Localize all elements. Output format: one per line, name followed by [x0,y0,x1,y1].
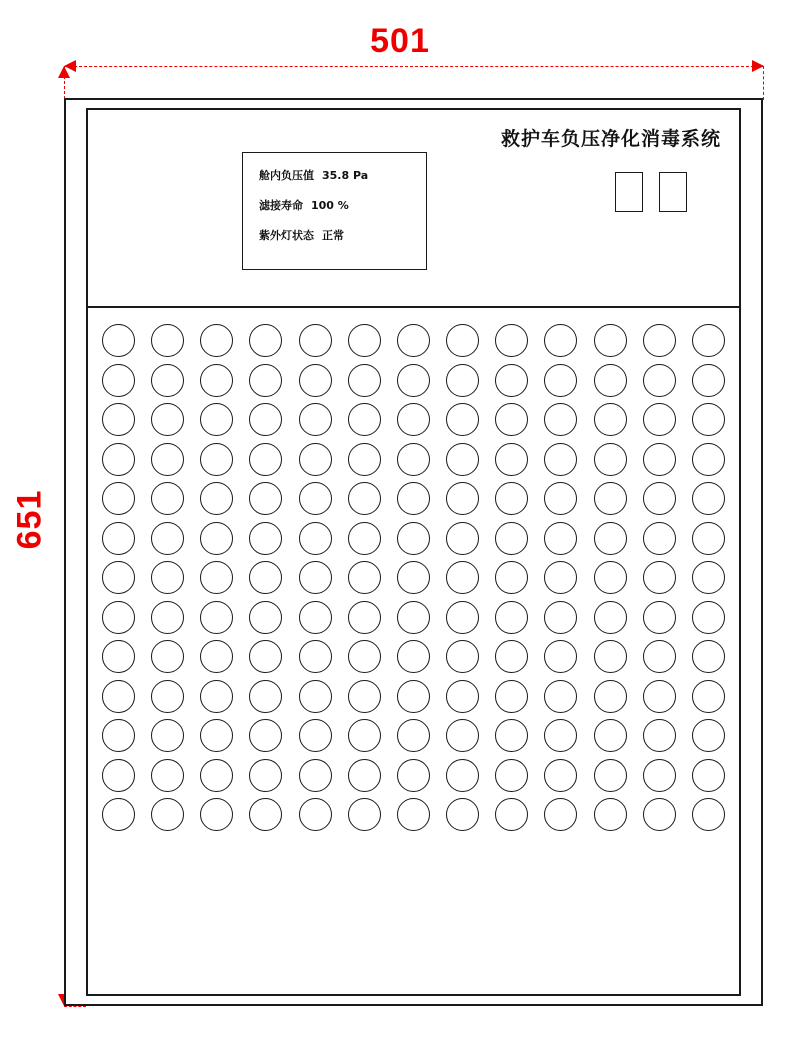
grille-hole [200,601,233,634]
grille-hole [594,640,627,673]
grille-hole [200,324,233,357]
grille-hole [200,522,233,555]
status-display [242,152,427,270]
grille-hole [495,364,528,397]
grille-hole [397,364,430,397]
grille-hole [544,759,577,792]
grille-row [102,443,725,476]
grille-hole [348,601,381,634]
grille-hole [643,482,676,515]
grille-hole [594,561,627,594]
grille-hole [200,798,233,831]
grille-hole [348,364,381,397]
grille-hole [299,798,332,831]
readout-label-pressure: 舱内负压值 [259,169,314,182]
readout-row [259,197,426,213]
grille-hole [397,680,430,713]
grille-hole [200,443,233,476]
grille-row [102,759,725,792]
grille-hole [249,482,282,515]
grille-hole [397,403,430,436]
grille-hole [348,640,381,673]
grille-hole [544,601,577,634]
grille-hole [594,482,627,515]
dimension-arrow-up-icon [58,66,70,78]
grille-hole [692,680,725,713]
grille-hole [249,403,282,436]
grille-hole [594,798,627,831]
grille-hole [249,561,282,594]
grille-hole [446,443,479,476]
grille-hole [692,364,725,397]
grille-row [102,640,725,673]
grille-hole [151,601,184,634]
grille-hole [594,680,627,713]
readout-row [259,167,426,183]
grille-hole [544,561,577,594]
grille-hole [692,443,725,476]
grille-hole [151,364,184,397]
grille-hole [495,324,528,357]
grille-hole [102,601,135,634]
grille-hole [594,364,627,397]
grille-hole [299,719,332,752]
grille-hole [495,443,528,476]
grille-hole [544,680,577,713]
grille-hole [299,680,332,713]
grille-hole [643,798,676,831]
grille-hole [200,364,233,397]
grille-hole [102,640,135,673]
readout-value-pressure: 35.8 Pa [322,169,369,182]
grille-hole [544,324,577,357]
device-outer-frame [64,98,763,1006]
grille-hole [348,719,381,752]
grille-hole [692,522,725,555]
grille-hole [299,403,332,436]
grille-hole [249,719,282,752]
grille-hole [348,522,381,555]
grille-hole [249,640,282,673]
grille-hole [692,798,725,831]
grille-hole [544,364,577,397]
grille-hole [102,364,135,397]
grille-hole [200,719,233,752]
grille-hole [102,719,135,752]
grille-hole [495,561,528,594]
grille-hole [299,561,332,594]
dimension-arrow-right-icon [752,60,764,72]
grille-hole [544,522,577,555]
grille-hole [200,640,233,673]
grille-hole [249,522,282,555]
grille-hole [151,798,184,831]
grille-hole [495,759,528,792]
grille-hole [348,443,381,476]
grille-hole [495,640,528,673]
grille-hole [643,443,676,476]
grille-hole [495,798,528,831]
grille-hole [446,403,479,436]
grille-hole [200,680,233,713]
grille-hole [495,482,528,515]
grille-hole [594,522,627,555]
readout-label-filter-life: 滤接寿命 [259,199,303,212]
grille-hole [151,759,184,792]
grille-hole [446,601,479,634]
grille-hole [102,324,135,357]
control-panel [88,110,739,308]
readout-label-uv-status: 紫外灯状态 [259,229,314,242]
panel-button-left[interactable] [615,172,643,212]
grille-hole [692,640,725,673]
grille-hole [151,403,184,436]
grille-hole [643,719,676,752]
grille-hole [151,522,184,555]
grille-hole [102,522,135,555]
grille-hole [102,443,135,476]
grille-hole [102,482,135,515]
grille-hole [643,601,676,634]
grille-hole [151,482,184,515]
grille-row [102,798,725,831]
grille-hole [692,719,725,752]
grille-hole [397,759,430,792]
grille-hole [348,403,381,436]
grille-hole [397,324,430,357]
grille-hole [299,759,332,792]
grille-hole [544,640,577,673]
grille-hole [692,601,725,634]
grille-hole [544,443,577,476]
perforated-grille [88,308,739,994]
grille-hole [594,324,627,357]
grille-hole [299,482,332,515]
grille-hole [397,798,430,831]
grille-hole [397,482,430,515]
grille-hole [200,482,233,515]
grille-hole [151,561,184,594]
grille-hole [200,561,233,594]
grille-row [102,719,725,752]
grille-hole [643,680,676,713]
grille-hole [249,798,282,831]
grille-hole [692,759,725,792]
grille-hole [643,522,676,555]
grille-hole [692,324,725,357]
grille-hole [102,759,135,792]
grille-hole [643,561,676,594]
grille-hole [594,403,627,436]
grille-hole [348,324,381,357]
grille-hole [594,759,627,792]
grille-hole [446,561,479,594]
grille-row [102,680,725,713]
grille-hole [692,482,725,515]
readout-value-filter-life: 100 % [311,199,349,212]
grille-hole [249,759,282,792]
grille-hole [495,719,528,752]
grille-hole [692,561,725,594]
grille-hole [446,640,479,673]
grille-hole [151,443,184,476]
grille-hole [348,561,381,594]
grille-hole [200,759,233,792]
grille-hole [397,640,430,673]
grille-hole [397,561,430,594]
grille-hole [249,443,282,476]
grille-hole [446,798,479,831]
grille-hole [446,759,479,792]
grille-hole [397,719,430,752]
grille-hole [200,403,233,436]
grille-hole [446,364,479,397]
readout-value-uv-status: 正常 [322,229,344,242]
grille-hole [643,640,676,673]
grille-hole [397,601,430,634]
device-inner-frame [86,108,741,996]
grille-row [102,364,725,397]
grille-hole [544,719,577,752]
grille-hole [151,324,184,357]
grille-hole [249,364,282,397]
grille-hole [348,482,381,515]
panel-title: 救护车负压净化消毒系统 [500,128,721,150]
grille-hole [151,640,184,673]
grille-row [102,482,725,515]
grille-hole [299,601,332,634]
grille-hole [594,719,627,752]
grille-hole [495,680,528,713]
grille-hole [397,522,430,555]
grille-hole [544,482,577,515]
grille-hole [299,522,332,555]
readout-row [259,227,426,243]
grille-hole [594,601,627,634]
grille-hole [692,403,725,436]
grille-hole [495,403,528,436]
grille-row [102,403,725,436]
grille-hole [544,403,577,436]
grille-hole [495,522,528,555]
grille-hole [151,680,184,713]
grille-hole [102,561,135,594]
grille-hole [544,798,577,831]
grille-hole [299,640,332,673]
grille-hole [643,403,676,436]
grille-hole [249,601,282,634]
grille-hole [299,324,332,357]
grille-row [102,522,725,555]
grille-hole [249,324,282,357]
dimension-tick-bottom [64,1006,86,1007]
grille-row [102,601,725,634]
grille-hole [249,680,282,713]
grille-hole [446,482,479,515]
grille-hole [348,798,381,831]
grille-hole [495,601,528,634]
grille-hole [643,759,676,792]
grille-hole [643,364,676,397]
panel-button-right[interactable] [659,172,687,212]
grille-hole [151,719,184,752]
grille-hole [643,324,676,357]
dimension-line-top [64,66,764,67]
grille-hole [102,403,135,436]
grille-hole [102,680,135,713]
grille-hole [446,522,479,555]
dimension-width-label: 501 [370,22,430,60]
grille-row [102,324,725,357]
grille-hole [397,443,430,476]
grille-hole [299,364,332,397]
grille-hole [446,324,479,357]
grille-hole [348,680,381,713]
grille-hole [348,759,381,792]
grille-hole [299,443,332,476]
grille-row [102,561,725,594]
grille-hole [594,443,627,476]
grille-hole [446,719,479,752]
grille-hole [446,680,479,713]
grille-hole [102,798,135,831]
dimension-height-label: 651 [10,489,49,550]
